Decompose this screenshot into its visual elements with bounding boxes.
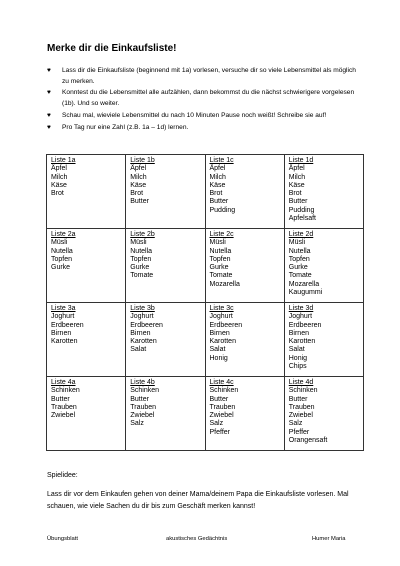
list-title: Liste 3b xyxy=(130,305,155,312)
shopping-list-cell xyxy=(47,229,126,303)
list-item: Birnen xyxy=(51,329,72,337)
list-item: Müsli xyxy=(51,239,68,247)
footer-left: Übungsblatt xyxy=(47,536,78,542)
list-title: Liste 3c xyxy=(209,305,234,312)
list-items xyxy=(210,313,280,363)
list-item: Apfelsaft xyxy=(288,215,316,223)
list-item: Butter xyxy=(130,198,149,206)
instruction-item xyxy=(47,123,357,134)
list-item: Gurke xyxy=(51,264,71,272)
list-item: Zwiebel xyxy=(209,412,234,420)
shopping-list-cell xyxy=(284,155,363,229)
list-row xyxy=(47,303,364,377)
list-title: Liste 2c xyxy=(209,231,234,238)
list-row xyxy=(47,229,364,303)
heart-icon: ♥ xyxy=(47,67,51,74)
list-item: Erdbeeren xyxy=(209,321,243,329)
list-item: Karotten xyxy=(288,338,316,346)
list-item: Käse xyxy=(209,181,226,189)
footer-center: akustisches Gedächtnis xyxy=(166,536,228,542)
list-item: Nutella xyxy=(209,247,232,255)
list-item: Gurke xyxy=(209,264,229,272)
list-item: Joghurt xyxy=(209,313,233,321)
list-item: Tomate xyxy=(288,272,312,280)
shopping-lists-table xyxy=(46,154,364,451)
list-title: Liste 4d xyxy=(288,379,314,386)
list-items xyxy=(289,313,359,371)
list-item: Erdbeeren xyxy=(288,321,322,329)
list-item: Nutella xyxy=(51,247,73,255)
list-items xyxy=(130,313,200,354)
shopping-list-cell xyxy=(126,377,205,451)
list-item: Kaugummi xyxy=(288,289,323,297)
list-items xyxy=(289,239,359,297)
list-title: Liste 1a xyxy=(51,157,76,164)
shopping-list-cell xyxy=(47,377,126,451)
list-item: Topfen xyxy=(288,255,310,263)
list-title: Liste 2a xyxy=(51,231,76,238)
list-item: Pudding xyxy=(288,206,315,214)
list-item: Nutella xyxy=(288,247,311,255)
list-item: Salz xyxy=(130,420,144,428)
list-items xyxy=(289,387,359,445)
list-item: Birnen xyxy=(288,329,309,337)
list-title: Liste 1c xyxy=(209,157,234,164)
heart-icon: ♥ xyxy=(47,111,51,119)
list-items xyxy=(210,387,280,437)
list-item: Milch xyxy=(51,173,68,181)
list-item: Honig xyxy=(209,354,228,362)
list-items xyxy=(51,165,121,198)
list-item: Salat xyxy=(209,346,226,354)
list-items xyxy=(130,239,200,280)
instruction-text: Konntest du die Lebensmittel alle aufzählen, dann bekommst du die nächst schwierigere vorgelesen (1b). Und so weiter. xyxy=(62,89,355,107)
list-items xyxy=(289,165,359,223)
list-item: Karotten xyxy=(130,338,157,346)
list-item: Birnen xyxy=(130,329,151,337)
list-item: Erdbeeren xyxy=(130,321,163,329)
list-item: Brot xyxy=(209,190,223,198)
instruction-item xyxy=(47,111,357,122)
list-item: Trauben xyxy=(130,403,157,411)
list-item: Butter xyxy=(209,395,229,403)
list-item: Salz xyxy=(288,420,303,428)
list-item: Käse xyxy=(130,181,147,189)
list-item: Käse xyxy=(288,181,305,189)
list-row xyxy=(47,155,364,229)
list-item: Zwiebel xyxy=(288,412,313,420)
list-item: Schinken xyxy=(288,387,318,395)
list-item: Butter xyxy=(209,198,229,206)
shopping-list-cell xyxy=(205,155,284,229)
instruction-item xyxy=(47,66,357,87)
list-item: Salat xyxy=(130,346,147,354)
instruction-text: Pro Tag nur eine Zahl (z.B. 1a – 1d) lernen. xyxy=(62,123,189,131)
list-item: Zwiebel xyxy=(130,412,155,420)
list-item: Gurke xyxy=(130,264,150,272)
list-item: Gurke xyxy=(288,264,308,272)
shopping-list-cell xyxy=(284,229,363,303)
list-item: Topfen xyxy=(51,255,73,263)
list-item: Birnen xyxy=(209,329,230,337)
list-item: Müsli xyxy=(288,239,306,247)
list-item: Trauben xyxy=(288,403,315,411)
list-item: Joghurt xyxy=(51,313,75,321)
list-item: Topfen xyxy=(130,255,152,263)
shopping-list-cell xyxy=(126,303,205,377)
list-item: Brot xyxy=(288,190,302,198)
list-title: Liste 2d xyxy=(288,231,314,238)
shopping-list-cell xyxy=(205,377,284,451)
list-item: Honig xyxy=(288,354,308,362)
list-item: Brot xyxy=(130,190,144,198)
list-items xyxy=(130,165,200,206)
list-item: Tomate xyxy=(209,272,233,280)
list-item: Joghurt xyxy=(288,313,313,321)
list-item: Orangensaft xyxy=(288,437,328,445)
list-item: Chips xyxy=(288,363,307,371)
list-items xyxy=(51,239,121,272)
list-item: Trauben xyxy=(209,403,236,411)
list-item: Butter xyxy=(130,395,149,403)
list-item: Joghurt xyxy=(130,313,154,321)
list-title: Liste 3a xyxy=(51,305,76,312)
list-item: Pfeffer xyxy=(209,428,230,436)
list-title: Liste 4b xyxy=(130,379,155,386)
list-items xyxy=(210,239,280,289)
list-title: Liste 3d xyxy=(288,305,314,312)
list-item: Äpfel xyxy=(288,165,305,173)
list-item: Äpfel xyxy=(130,165,147,173)
list-item: Milch xyxy=(288,173,306,181)
shopping-list-cell xyxy=(205,303,284,377)
list-item: Zwiebel xyxy=(51,412,76,420)
list-item: Topfen xyxy=(209,255,231,263)
list-item: Salz xyxy=(209,420,224,428)
list-title: Liste 2b xyxy=(130,231,155,238)
game-heading: Spielidee: xyxy=(47,472,78,479)
list-item: Pfeffer xyxy=(288,428,310,436)
list-item: Milch xyxy=(130,173,147,181)
shopping-list-cell xyxy=(47,155,126,229)
list-item: Mozarella xyxy=(209,280,240,288)
instruction-text: Schau mal, wieviele Lebensmittel du nach 10 Minuten Pause noch weißt! Schreibe sie auf! xyxy=(62,111,327,119)
list-title: Liste 1b xyxy=(130,157,155,164)
instruction-list xyxy=(47,66,357,135)
list-item: Mozarella xyxy=(288,280,320,288)
shopping-list-cell xyxy=(205,229,284,303)
list-item: Schinken xyxy=(130,387,160,395)
list-item: Pudding xyxy=(209,206,236,214)
shopping-list-cell xyxy=(284,303,363,377)
footer-right: Humer Maria xyxy=(312,536,346,542)
list-title: Liste 1d xyxy=(288,157,314,164)
list-item: Schinken xyxy=(51,387,80,395)
list-item: Äpfel xyxy=(51,165,67,173)
instruction-item xyxy=(47,88,357,109)
list-item: Salat xyxy=(288,346,305,354)
list-items xyxy=(51,313,121,346)
list-item: Müsli xyxy=(209,239,226,247)
list-item: Karotten xyxy=(209,338,236,346)
list-item: Schinken xyxy=(209,387,239,395)
list-item: Käse xyxy=(51,181,67,189)
list-items xyxy=(210,165,280,215)
list-item: Erdbeeren xyxy=(51,321,84,329)
list-item: Brot xyxy=(51,190,64,198)
game-text: Lass dir vor dem Einkaufen gehen von deiner Mama/deinem Papa die Einkaufsliste vorlesen. Mal schauen, wie viele Sachen du dir bis zum Geschäft merken kannst! xyxy=(47,491,349,510)
list-title: Liste 4a xyxy=(51,379,76,386)
list-item: Milch xyxy=(209,173,226,181)
list-row xyxy=(47,377,364,451)
list-item: Äpfel xyxy=(209,165,226,173)
list-items xyxy=(130,387,200,428)
shopping-list-cell xyxy=(126,229,205,303)
list-items xyxy=(51,387,121,420)
list-item: Butter xyxy=(288,198,308,206)
list-item: Butter xyxy=(51,395,70,403)
list-item: Müsli xyxy=(130,239,147,247)
list-item: Karotten xyxy=(51,338,78,346)
list-item: Trauben xyxy=(51,403,77,411)
list-item: Nutella xyxy=(130,247,153,255)
shopping-list-cell xyxy=(47,303,126,377)
list-item: Tomate xyxy=(130,272,154,280)
list-title: Liste 4c xyxy=(209,379,234,386)
heart-icon: ♥ xyxy=(47,89,51,97)
shopping-list-cell xyxy=(126,155,205,229)
page-title: Merke dir die Einkaufsliste! xyxy=(47,43,177,54)
instruction-text: Lass dir die Einkaufsliste (beginnend mit 1a) vorlesen, versuche dir so viele Lebensmittel als möglich zu merken. xyxy=(62,67,356,85)
list-item: Butter xyxy=(288,395,308,403)
shopping-list-cell xyxy=(284,377,363,451)
heart-icon: ♥ xyxy=(47,123,51,131)
